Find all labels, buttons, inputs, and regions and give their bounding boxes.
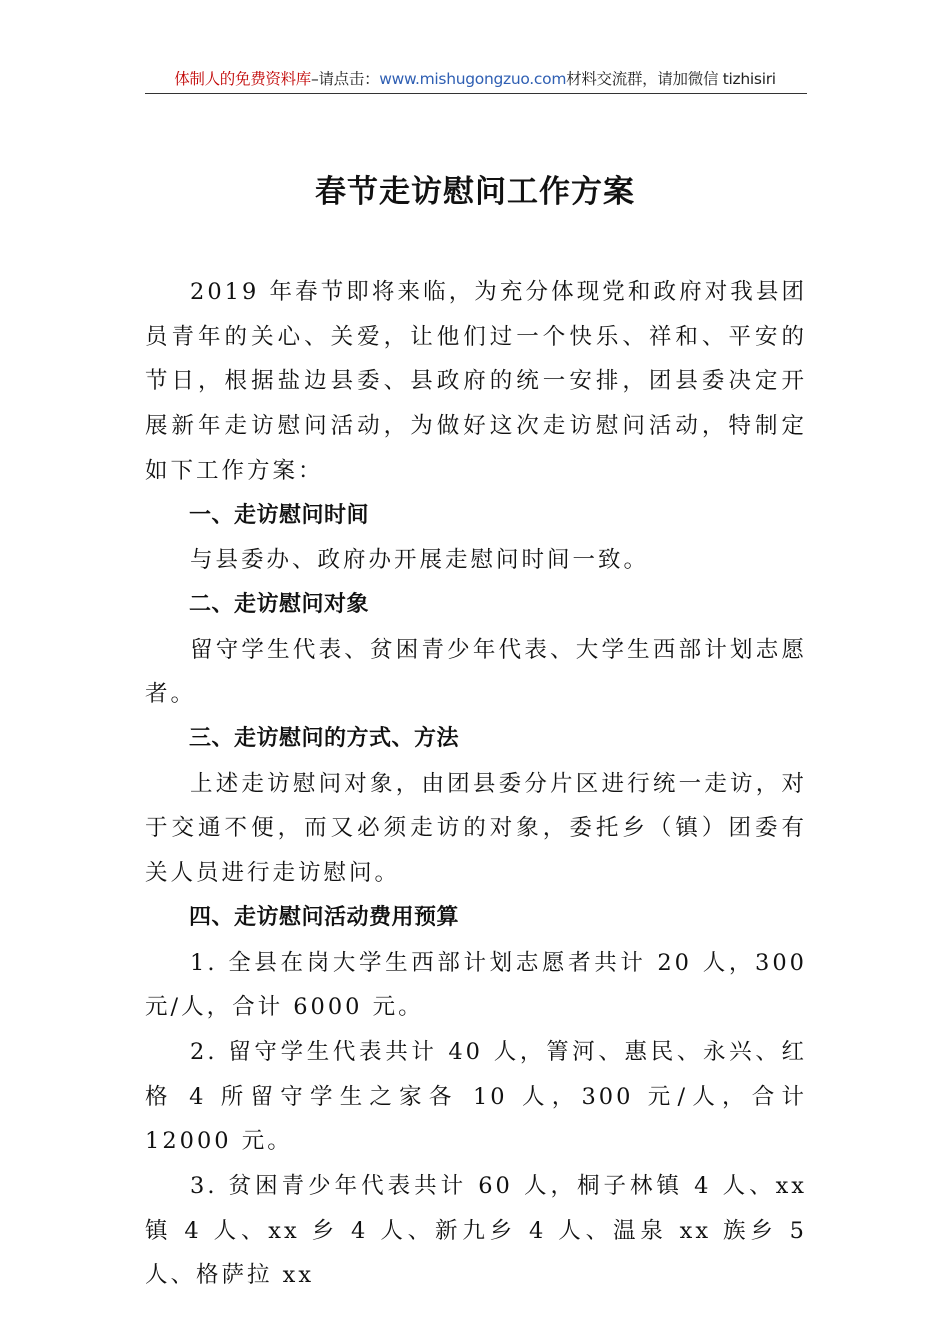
document-title: 春节走访慰问工作方案 [315,174,635,210]
intro-paragraph: 2019 年春节即将来临，为充分体现党和政府对我县团员青年的关心、关爱，让他们过一个快乐、祥和、平安的节日，根据盐边县委、县政府的统一安排，团县委决定开展新年走访慰问活动，为做好这次走访慰问活动，特制定如下工作方案： [145,279,807,484]
document-body [145,270,807,1298]
section-heading-targets: 二、走访慰问对象 [189,591,370,617]
budget-item: 1. 全县在岗大学生西部计划志愿者共计 20 人，300 元/人，合计 6000 元。 [145,949,807,1021]
section-heading-methods: 三、走访慰问的方式、方法 [189,726,460,752]
section-heading-time: 一、走访慰问时间 [189,502,370,528]
section-heading-budget: 四、走访慰问活动费用预算 [189,904,460,930]
page-header [145,68,805,90]
section-paragraph: 与县委办、政府办开展走慰问时间一致。 [190,547,650,574]
header-divider [145,93,807,94]
header-suffix: 材料交流群，请加微信 tizhisiri [566,70,776,88]
header-brand: 体制人的免费资料库 [174,70,312,88]
section-paragraph: 上述走访慰问对象，由团县委分片区进行统一走访，对于交通不便，而又必须走访的对象，委托乡（镇）团委有关人员进行走访慰问。 [145,770,807,887]
budget-item: 3. 贫困青少年代表共计 60 人，桐子林镇 4 人、xx 镇 4 人、xx 乡 4 人、新九乡 4 人、温泉 xx 族乡 5 人、格萨拉 xx [145,1173,807,1289]
header-url-link[interactable]: www.mishugongzuo.com [379,70,567,88]
header-click-text: –请点击： [311,70,380,88]
section-paragraph: 留守学生代表、贫困青少年代表、大学生西部计划志愿者。 [145,636,807,708]
budget-item: 2. 留守学生代表共计 40 人，箐河、惠民、永兴、红格 4 所留守学生之家各 10 人，300 元/人，合计 12000 元。 [145,1038,807,1155]
